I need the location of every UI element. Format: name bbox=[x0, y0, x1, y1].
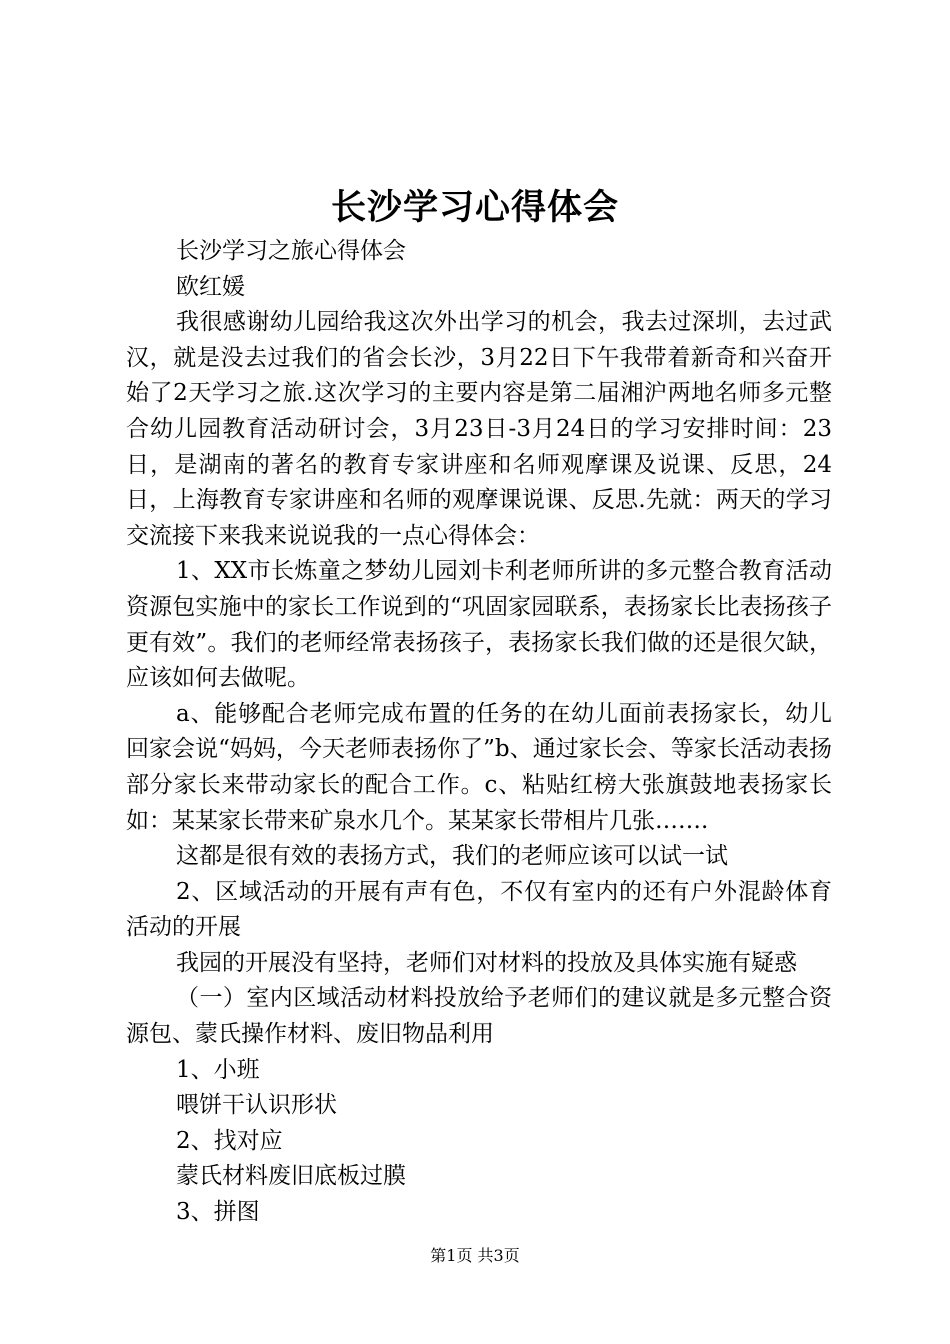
list-item: 1、小班 bbox=[176, 1056, 260, 1083]
document-title: 长沙学习心得体会 bbox=[330, 187, 619, 228]
page-number-footer: 第1页 共3页 bbox=[430, 1246, 520, 1265]
list-item: 2、找对应 bbox=[176, 1127, 283, 1154]
paragraph-indoor: （一）室内区域活动材料投放给予老师们的建议就是多元整合资源包、蒙氏操作材料、废旧物品利用 bbox=[126, 985, 832, 1048]
list-item: 喂饼干认识形状 bbox=[176, 1092, 337, 1119]
list-item: 3、拼图 bbox=[176, 1199, 260, 1226]
paragraph-point-2: 2、区域活动的开展有声有色，不仅有室内的还有户外混龄体育活动的开展 bbox=[126, 878, 832, 941]
paragraph-point-1: 1、XX市长炼童之梦幼儿园刘卡利老师所讲的多元整合教育活动资源包实施中的家长工作说到的“巩固家园联系，表扬家长比表扬孩子更有效”。我们的老师经常表扬孩子，表扬家长我们做的还是很欠缺，应该如何去做呢。 bbox=[126, 558, 832, 692]
paragraph-intro: 我很感谢幼儿园给我这次外出学习的机会，我去过深圳，去过武汉，就是没去过我们的省会长沙，3月22日下午我带着新奇和兴奋开始了2天学习之旅.这次学习的主要内容是第二届湘沪两地名师多元整合幼儿园教育活动研讨会，3月23日-3月24日的学习安排时间：23日，是湖南的著名的教育专家讲座和名师观摩课及说课、反思，24日，上海教育专家讲座和名师的观摩课说课、反思.先就：两天的学习交流接下来我来说说我的一点心得体会： bbox=[126, 309, 832, 549]
document-body bbox=[126, 234, 832, 1231]
list-item: 蒙氏材料废旧底板过膜 bbox=[176, 1163, 406, 1190]
paragraph-issue: 我园的开展没有坚持，老师们对材料的投放及具体实施有疑惑 bbox=[176, 949, 797, 976]
author: 欧红媛 bbox=[176, 273, 245, 300]
paragraph-summary: 这都是很有效的表扬方式，我们的老师应该可以试一试 bbox=[176, 843, 728, 870]
subtitle: 长沙学习之旅心得体会 bbox=[176, 238, 406, 264]
paragraph-methods: a、能够配合老师完成布置的任务的在幼儿面前表扬家长，幼儿回家会说“妈妈，今天老师表扬你了”b、通过家长会、等家长活动表扬部分家长来带动家长的配合工作。c、粘贴红榜大张旗鼓地表扬家长如：某某家长带来矿泉水几个。某某家长带相片几张……. bbox=[126, 700, 832, 834]
